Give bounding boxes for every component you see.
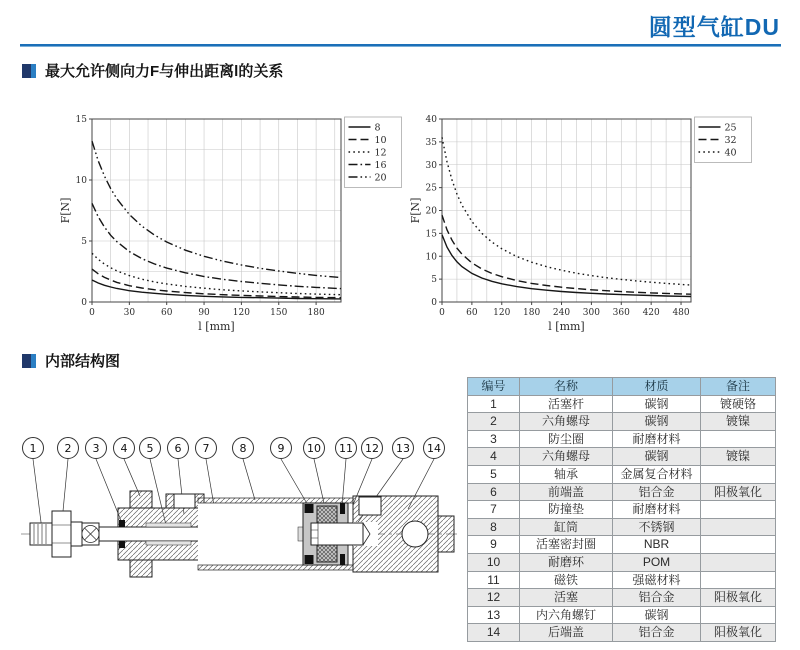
legend-label: 10	[374, 135, 387, 146]
header-divider	[20, 44, 781, 47]
table-cell: 6	[468, 483, 520, 501]
svg-text:0: 0	[439, 308, 445, 318]
svg-text:0: 0	[81, 298, 87, 308]
svg-text:40: 40	[425, 115, 437, 125]
table-cell: 活塞	[520, 589, 613, 607]
svg-text:10: 10	[425, 252, 437, 263]
svg-text:0: 0	[431, 298, 437, 308]
gridlines	[442, 119, 691, 302]
svg-text:480: 480	[672, 308, 690, 318]
table-header-cell: 编号	[468, 378, 520, 396]
section-bullet-icon	[22, 64, 36, 78]
table-cell: 碳钢	[613, 448, 701, 466]
part-balloon-number: 8	[239, 442, 247, 455]
part-balloon-number: 9	[277, 442, 285, 455]
section-bullet-icon	[22, 354, 36, 368]
series-line-40	[442, 137, 691, 285]
table-cell: 10	[468, 553, 520, 571]
table-cell: 碳钢	[613, 606, 701, 624]
part-balloon-number: 7	[202, 442, 210, 455]
part-balloon-number: 4	[120, 442, 128, 455]
svg-text:35: 35	[425, 137, 437, 148]
table-cell: 铝合金	[613, 589, 701, 607]
table-header-cell: 备注	[701, 378, 776, 396]
table-cell: 铝合金	[613, 624, 701, 642]
part-balloon-number: 14	[427, 442, 441, 455]
part-balloon-number: 2	[64, 442, 72, 455]
table-cell: 铝合金	[613, 483, 701, 501]
svg-text:120: 120	[493, 308, 511, 318]
svg-text:60: 60	[160, 308, 173, 318]
section-title: 内部结构图	[45, 353, 121, 370]
svg-text:20: 20	[425, 206, 437, 217]
table-cell	[701, 606, 776, 624]
table-row	[468, 483, 776, 501]
table-cell: 强磁材料	[613, 571, 701, 589]
part-balloon-number: 3	[92, 442, 100, 455]
svg-text:25: 25	[425, 183, 437, 194]
table-cell: 阳极氧化	[701, 589, 776, 607]
table-row	[468, 395, 776, 413]
table-cell: 9	[468, 536, 520, 554]
table-cell: 11	[468, 571, 520, 589]
table-row	[468, 589, 776, 607]
svg-text:15: 15	[425, 229, 437, 240]
table-cell: 内六角螺钉	[520, 606, 613, 624]
legend-label: 25	[724, 122, 737, 134]
table-cell	[701, 430, 776, 448]
table-row	[468, 465, 776, 483]
table-cell: 镀硬铬	[701, 395, 776, 413]
legend-label: 40	[724, 147, 737, 159]
table-cell	[701, 536, 776, 554]
table-cell: 活塞密封圈	[520, 536, 613, 554]
table-cell: 碳钢	[613, 413, 701, 431]
table-cell: 轴承	[520, 465, 613, 483]
part-balloon-number: 10	[307, 442, 321, 455]
table-row	[468, 501, 776, 519]
svg-text:120: 120	[232, 308, 250, 318]
part-balloon-number: 6	[174, 442, 182, 455]
section-header-internal-structure	[22, 350, 120, 371]
table-cell: 六角螺母	[520, 413, 613, 431]
table-cell: 5	[468, 465, 520, 483]
table-cell: 12	[468, 589, 520, 607]
part-balloon-number: 5	[146, 442, 154, 455]
table-row	[468, 518, 776, 536]
table-cell: 14	[468, 624, 520, 642]
y-axis-label: F[N]	[60, 197, 72, 224]
table-cell: 金属复合材料	[613, 465, 701, 483]
table-cell: 8	[468, 518, 520, 536]
table-cell: 13	[468, 606, 520, 624]
section-title: 最大允许侧向力F与伸出距离l的关系	[45, 63, 284, 80]
table-cell: 7	[468, 501, 520, 519]
table-row	[468, 571, 776, 589]
table-cell: 4	[468, 448, 520, 466]
legend-label: 16	[374, 160, 387, 171]
part-balloon-number: 12	[365, 442, 379, 455]
svg-text:30: 30	[123, 308, 136, 318]
table-cell: 镀镍	[701, 448, 776, 466]
page-title: 圆型气缸DU	[648, 14, 780, 40]
table-cell: 前端盖	[520, 483, 613, 501]
table-row	[468, 536, 776, 554]
table-cell: 防尘圈	[520, 430, 613, 448]
table-cell: 3	[468, 430, 520, 448]
svg-text:420: 420	[642, 308, 660, 318]
axis-ticks-labels	[426, 115, 690, 318]
table-cell: 不锈钢	[613, 518, 701, 536]
chart-svg-large-bores	[410, 104, 755, 336]
table-cell	[701, 465, 776, 483]
table-header-row	[468, 378, 776, 396]
table-header-cell: 名称	[520, 378, 613, 396]
svg-text:5: 5	[431, 275, 437, 286]
svg-text:300: 300	[582, 308, 600, 318]
table-cell: 防撞垫	[520, 501, 613, 519]
svg-text:150: 150	[270, 308, 288, 318]
table-cell: 阳极氧化	[701, 483, 776, 501]
table-cell: 耐磨环	[520, 553, 613, 571]
x-axis-label: l [mm]	[198, 320, 235, 333]
svg-text:180: 180	[523, 308, 541, 318]
svg-text:10: 10	[75, 176, 87, 186]
table-cell: 后端盖	[520, 624, 613, 642]
x-axis-label: l [mm]	[548, 320, 585, 333]
series-line-32	[442, 215, 691, 294]
legend-label: 20	[374, 172, 387, 184]
table-cell: 活塞杆	[520, 395, 613, 413]
part-number-balloons	[23, 438, 445, 459]
svg-text:240: 240	[552, 308, 571, 318]
cylinder-structure-diagram	[18, 430, 460, 630]
table-cell	[701, 553, 776, 571]
table-cell	[701, 571, 776, 589]
table-row	[468, 606, 776, 624]
svg-text:5: 5	[81, 237, 87, 247]
table-cell: POM	[613, 553, 701, 571]
table-cell: 六角螺母	[520, 448, 613, 466]
table-cell: 阳极氧化	[701, 624, 776, 642]
svg-text:180: 180	[307, 308, 325, 318]
table-row	[468, 413, 776, 431]
table-row	[468, 553, 776, 571]
section-header-force-distance	[22, 60, 283, 81]
legend	[345, 117, 402, 188]
table-cell: 碳钢	[613, 395, 701, 413]
chart-lateral-force-large-bores	[410, 104, 755, 336]
part-balloon-number: 13	[396, 442, 410, 455]
table-cell: 磁铁	[520, 571, 613, 589]
legend-label: 8	[374, 122, 381, 134]
legend	[695, 117, 752, 163]
table-row	[468, 448, 776, 466]
svg-text:360: 360	[612, 308, 630, 318]
chart-svg-small-bores	[60, 104, 405, 336]
table-cell: NBR	[613, 536, 701, 554]
parts-table	[467, 377, 776, 642]
table-cell	[701, 518, 776, 536]
svg-text:15: 15	[75, 115, 87, 125]
chart-lateral-force-small-bores	[60, 104, 405, 336]
svg-text:30: 30	[425, 160, 437, 171]
table-cell	[701, 501, 776, 519]
svg-text:60: 60	[466, 308, 478, 318]
svg-text:0: 0	[89, 308, 95, 318]
y-axis-label: F[N]	[410, 197, 422, 224]
table-row	[468, 624, 776, 642]
legend-label: 12	[374, 147, 387, 159]
table-cell: 耐磨材料	[613, 501, 701, 519]
svg-text:90: 90	[198, 308, 210, 318]
table-row	[468, 430, 776, 448]
table-header-cell: 材质	[613, 378, 701, 396]
table-cell: 镀镍	[701, 413, 776, 431]
table-cell: 2	[468, 413, 520, 431]
table-cell: 1	[468, 395, 520, 413]
cylinder-cross-section	[21, 491, 457, 577]
part-balloon-number: 1	[29, 442, 37, 455]
legend-label: 32	[724, 135, 737, 146]
part-balloon-number: 11	[339, 442, 353, 455]
table-cell: 缸筒	[520, 518, 613, 536]
table-cell: 耐磨材料	[613, 430, 701, 448]
